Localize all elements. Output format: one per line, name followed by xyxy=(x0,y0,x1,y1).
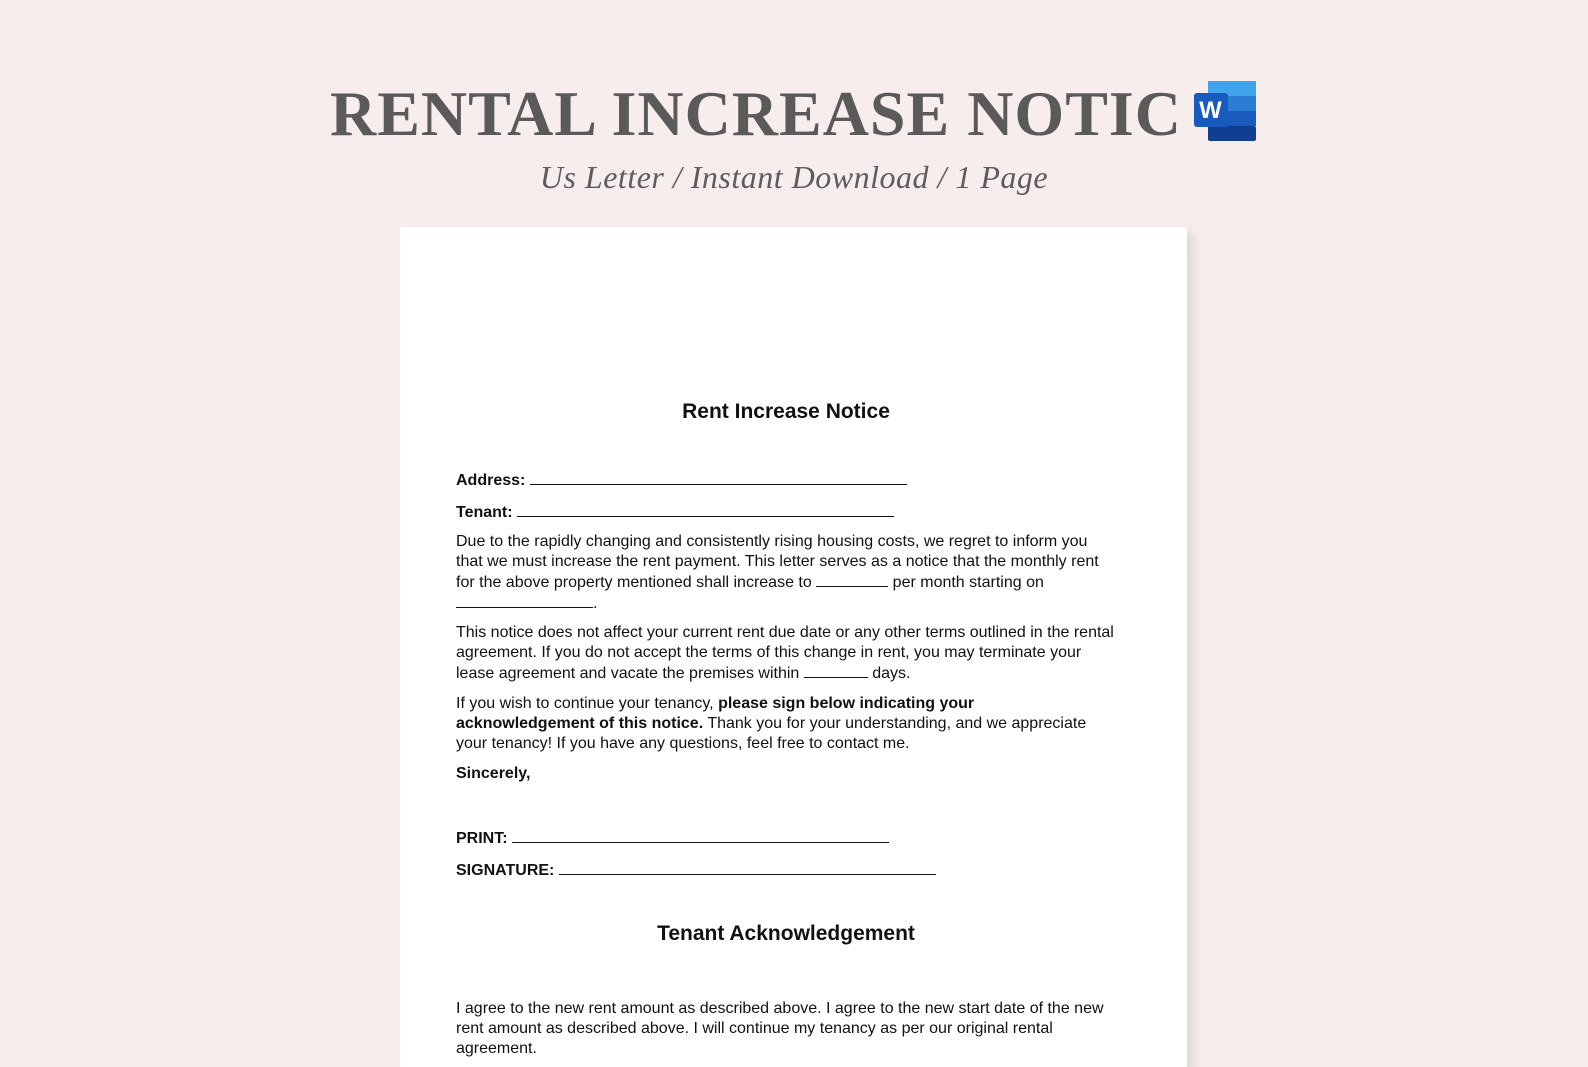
print-field xyxy=(456,828,889,848)
word-icon xyxy=(1194,81,1258,141)
page-title-text: RENTAL INCREASE NOTIC xyxy=(330,78,1182,149)
signature-label: SIGNATURE: xyxy=(456,862,555,879)
print-label: PRINT: xyxy=(456,830,508,847)
signature-blank xyxy=(559,860,936,875)
paragraph1-text-c: . xyxy=(593,595,598,612)
paragraph1-text-b: per month starting on xyxy=(888,574,1044,591)
paragraph-rent-increase xyxy=(456,532,1116,614)
tenant-blank xyxy=(517,502,894,517)
paragraph3-bold: please sign below indicating your acknowledgement of this notice. xyxy=(456,695,975,732)
start-date-blank xyxy=(456,593,593,608)
page-title xyxy=(0,76,1588,152)
word-icon-letter: W xyxy=(1199,97,1223,124)
days-blank xyxy=(804,663,868,678)
closing: Sincerely, xyxy=(456,765,531,782)
paragraph3-text-b: Thank you for your understanding, and we appreciate your tenancy! If you have any questions, feel free to contact me. xyxy=(456,715,1087,752)
address-blank xyxy=(530,470,907,485)
paragraph2-text-a: This notice does not affect your current rent due date or any other terms outlined in the rental agreement. If you do not accept the terms of this change in rent, you may terminate your lease agreement and vacate the premises within xyxy=(456,624,1114,682)
signature-field xyxy=(456,860,936,880)
address-label: Address: xyxy=(456,472,526,489)
paragraph-continue xyxy=(456,694,1116,754)
document-heading: Rent Increase Notice xyxy=(682,400,890,423)
paragraph1-text-a: Due to the rapidly changing and consistently rising housing costs, we regret to inform you that we must increase the rent payment. This letter serves as a notice that the monthly rent for the above property mentioned shall increase to xyxy=(456,533,1099,591)
paragraph3-text-a: If you wish to continue your tenancy, xyxy=(456,695,719,712)
tenant-field xyxy=(456,502,894,522)
page-subtitle: Us Letter / Instant Download / 1 Page xyxy=(539,159,1049,195)
paragraph-terms xyxy=(456,623,1116,684)
address-field xyxy=(456,470,907,490)
acknowledgement-heading: Tenant Acknowledgement xyxy=(657,922,915,945)
new-rent-blank xyxy=(816,572,888,587)
tenant-label: Tenant: xyxy=(456,504,513,521)
acknowledgement-paragraph: I agree to the new rent amount as described above. I agree to the new start date of the new rent amount as described above. I will continue my tenancy as per our original rental agreement. xyxy=(456,1000,1104,1057)
print-blank xyxy=(512,828,889,843)
paragraph2-text-b: days. xyxy=(867,665,911,682)
